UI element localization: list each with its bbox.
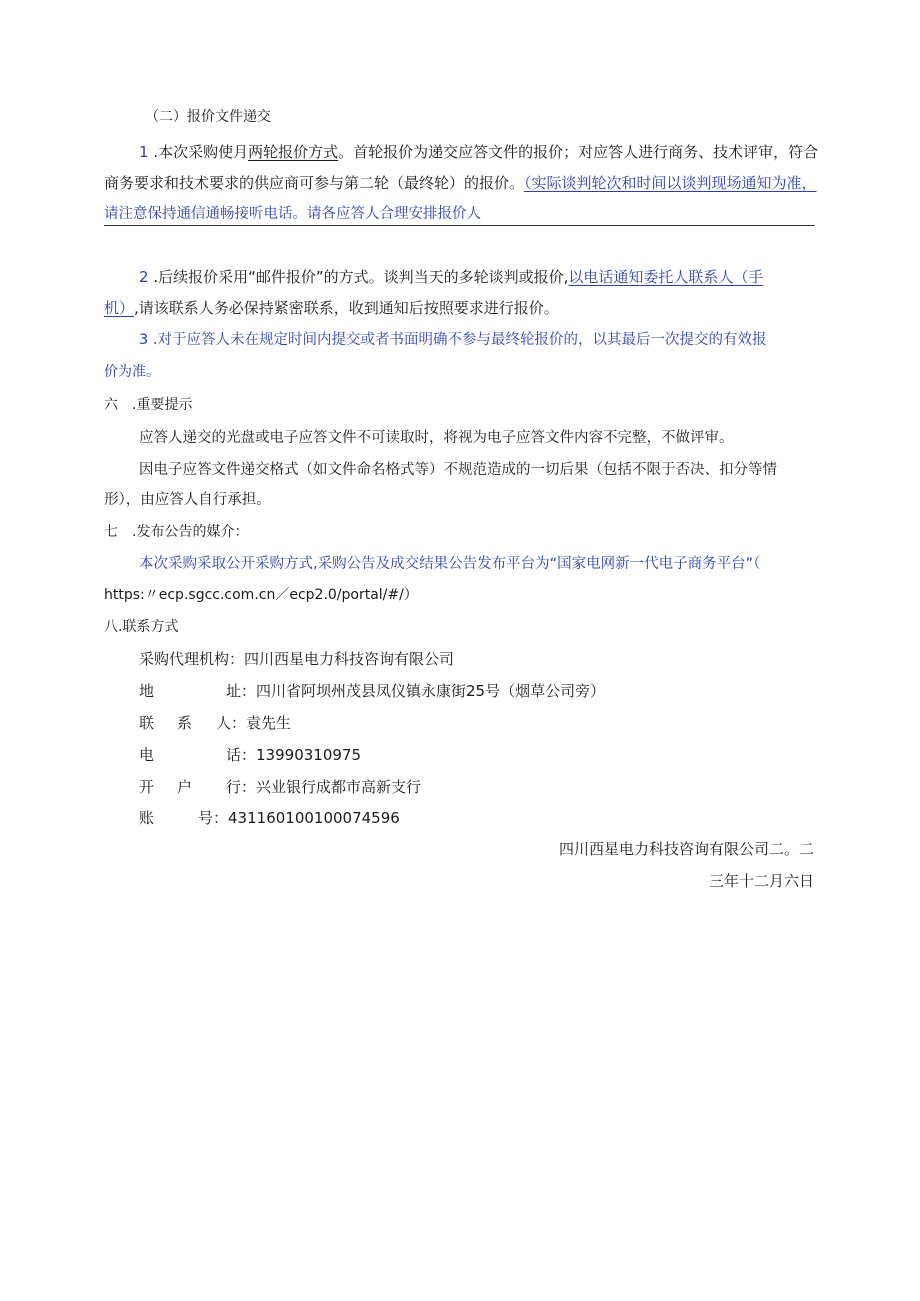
signature-date: 三年十二月六日 bbox=[708, 872, 814, 890]
underlined-text: 两轮报价方式 bbox=[248, 143, 339, 161]
bank-value: 兴业银行成都市高新支行 bbox=[256, 778, 422, 796]
address-value: 四川省阿坝州茂县凤仪镇永康街25号（烟草公司旁） bbox=[256, 682, 606, 700]
account-row bbox=[198, 808, 400, 828]
paragraph-number: 2 bbox=[139, 268, 149, 286]
paragraph-number: 1 bbox=[139, 143, 149, 161]
agency-row bbox=[139, 649, 454, 669]
paragraph-1-line-2 bbox=[104, 173, 817, 193]
paragraph-text: .本次采购使月 bbox=[148, 143, 249, 161]
paragraph-text: 。首轮报价为递交应答文件的报价；对应答人进行商务、技术评审，符合 bbox=[338, 143, 819, 161]
phone-row bbox=[226, 745, 361, 765]
account-label: 号： bbox=[198, 809, 229, 827]
media-paragraph-line-1: 本次采购采取公开采购方式,采购公告及成交结果公告发布平台为“国家电网新一代电子商务平台”（ bbox=[139, 556, 761, 572]
bank-label-char-1: 开 bbox=[139, 778, 155, 796]
notice-text: （实际谈判轮次和时间以谈判现场通知为准， bbox=[524, 174, 817, 192]
account-label-char-1: 账 bbox=[139, 809, 155, 827]
notice-text: 机） bbox=[104, 299, 135, 317]
section-heading-media: 七 .发布公告的媒介： bbox=[104, 524, 249, 540]
section-heading-contact: 八.联系方式 bbox=[104, 619, 179, 635]
address-row bbox=[226, 681, 605, 701]
notes-paragraph-2-line-1: 因电子应答文件递交格式（如文件命名格式等）不规范造成的一切后果（包括不限于否决、扣分等情 bbox=[139, 462, 777, 478]
signature-line-1: 四川西星电力科技咨询有限公司二。二 bbox=[558, 840, 814, 858]
bank-label: 行： bbox=[226, 778, 257, 796]
paragraph-3-line-1: 3 .对于应答人未在规定时间内提交或者书面明确不参与最终轮报价的，以其最后一次提交的有效报 bbox=[139, 332, 767, 348]
contact-value: 袁先生 bbox=[246, 714, 292, 732]
contact-label-char-2: 系 bbox=[177, 714, 193, 732]
contact-label: 人： bbox=[216, 714, 247, 732]
address-label: 址： bbox=[226, 682, 257, 700]
address-label-char-1: 地 bbox=[139, 682, 155, 700]
paragraph-text: .后续报价采用“邮件报价”的方式。谈判当天的多轮谈判或报价, bbox=[148, 268, 569, 286]
agency-value: 四川西星电力科技咨询有限公司 bbox=[244, 650, 455, 668]
notes-paragraph-1: 应答人递交的光盘或电子应答文件不可读取时，将视为电子应答文件内容不完整，不做评审。 bbox=[139, 430, 734, 446]
contact-row bbox=[216, 713, 291, 733]
paragraph-2-line-1 bbox=[139, 267, 763, 287]
paragraph-text: ,请该联系人务必保持紧密联系，收到通知后按照要求进行报价。 bbox=[134, 299, 559, 317]
paragraph-3-line-2: 价为准。 bbox=[104, 364, 160, 380]
phone-label: 话： bbox=[226, 746, 257, 764]
account-value: 431160100100074596 bbox=[228, 809, 400, 827]
contact-label-char-1: 联 bbox=[139, 714, 155, 732]
section-heading-important-notes: 六 .重要提示 bbox=[104, 397, 193, 413]
notice-text: 以电话通知委托人联系人（手 bbox=[568, 268, 764, 286]
horizontal-rule bbox=[104, 225, 815, 226]
paragraph-text: 商务要求和技术要求的供应商可参与第二轮（最终轮）的报价。 bbox=[104, 174, 525, 192]
agency-label: 采购代理机构： bbox=[139, 650, 245, 668]
section-heading-quote-submission: （二）报价文件递交 bbox=[145, 109, 271, 125]
bank-row bbox=[226, 777, 421, 797]
notes-paragraph-2-line-2: 形），由应答人自行承担。 bbox=[104, 492, 271, 508]
paragraph-2-line-2 bbox=[104, 298, 559, 318]
media-url-line: https:〃ecp.sgcc.com.cn／ecp2.0/portal/#/） bbox=[104, 587, 418, 603]
phone-label-char-1: 电 bbox=[139, 746, 155, 764]
paragraph-1-line-3: 请注意保持通信通畅接听电话。请各应答人合理安排报价人 bbox=[104, 206, 481, 222]
bank-label-char-2: 户 bbox=[177, 778, 193, 796]
paragraph-1-line-1 bbox=[139, 142, 818, 162]
phone-value: 13990310975 bbox=[256, 746, 361, 764]
